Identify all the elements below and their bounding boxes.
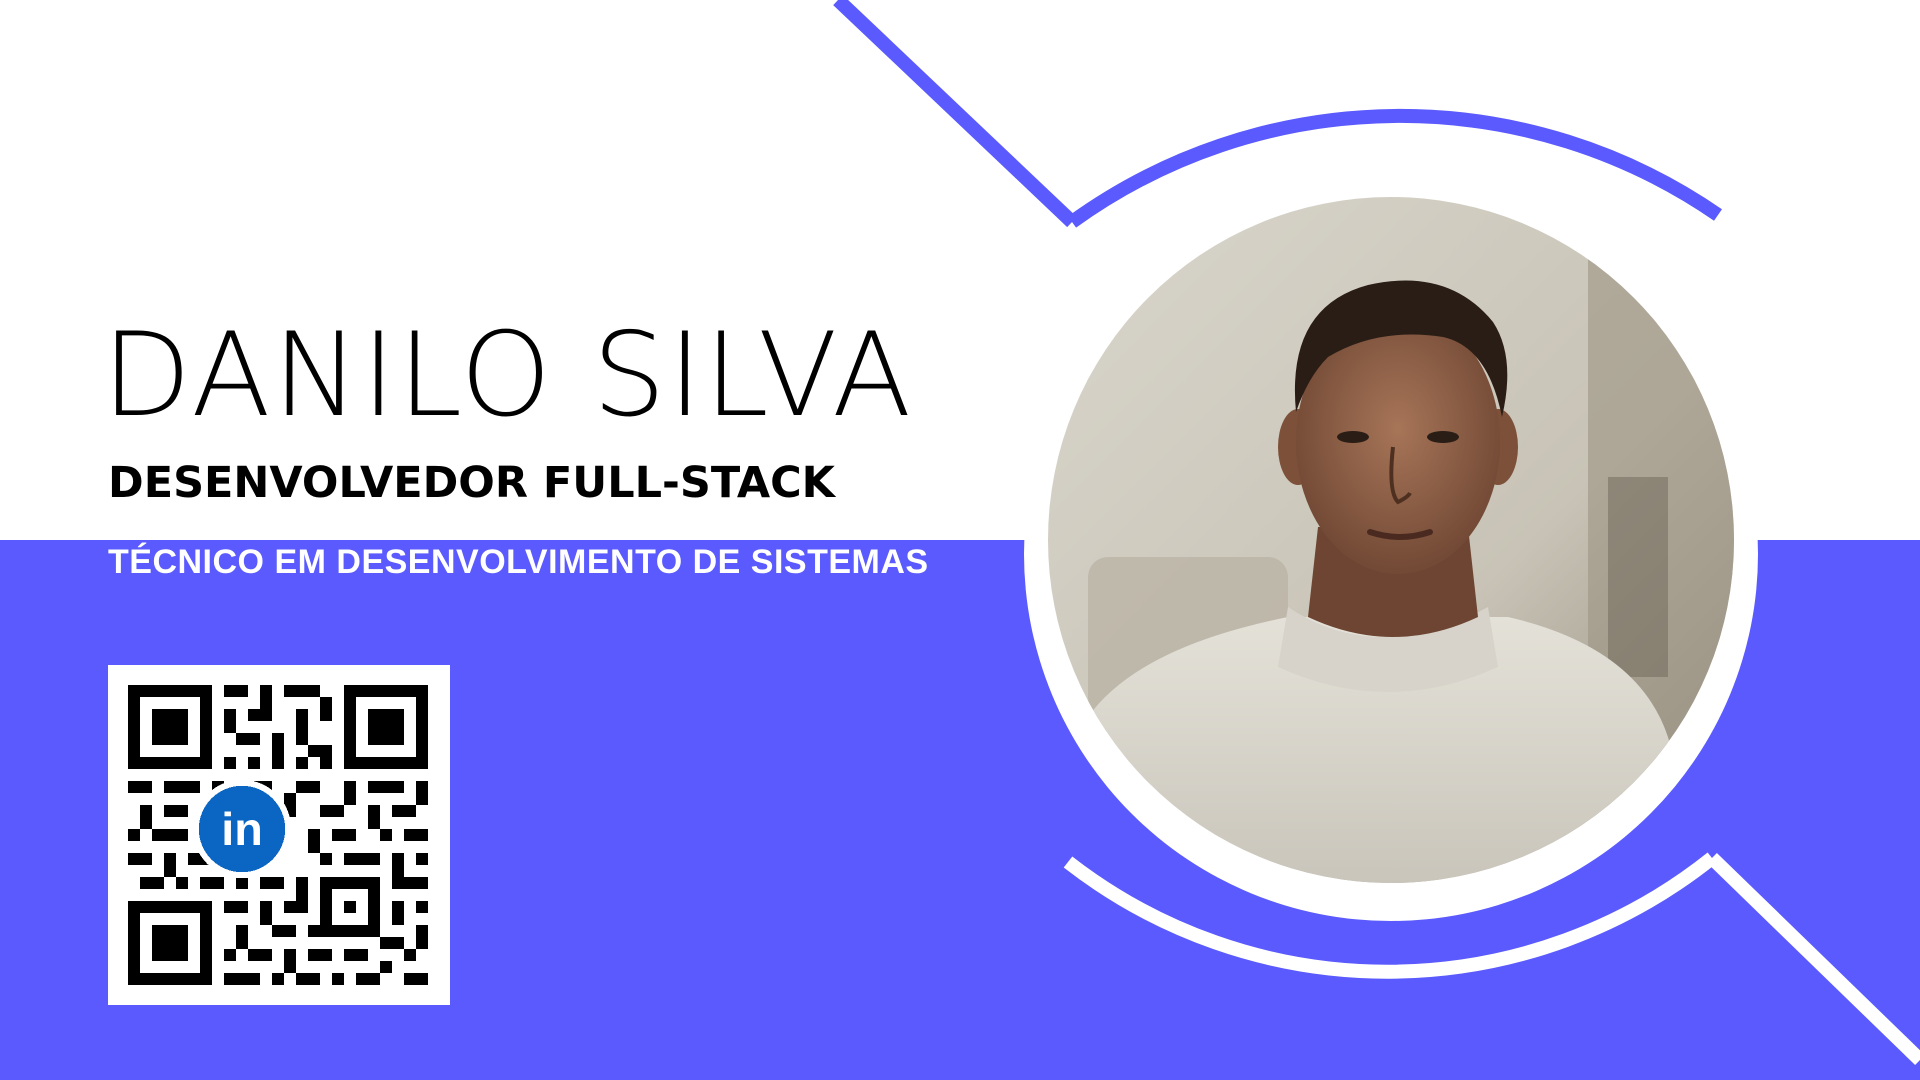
portrait-illustration [1048,197,1734,883]
degree-title: TÉCNICO EM DESENVOLVIMENTO DE SISTEMAS [108,543,929,581]
job-title: DESENVOLVEDOR FULL-STACK [108,458,835,508]
person-name: DANILO SILVA [102,308,914,443]
qr-code[interactable] [108,665,450,1005]
qr-code-icon [128,685,428,985]
linkedin-icon [193,780,291,878]
profile-photo [1048,197,1734,883]
linkedin-logo-text: in [221,803,263,856]
